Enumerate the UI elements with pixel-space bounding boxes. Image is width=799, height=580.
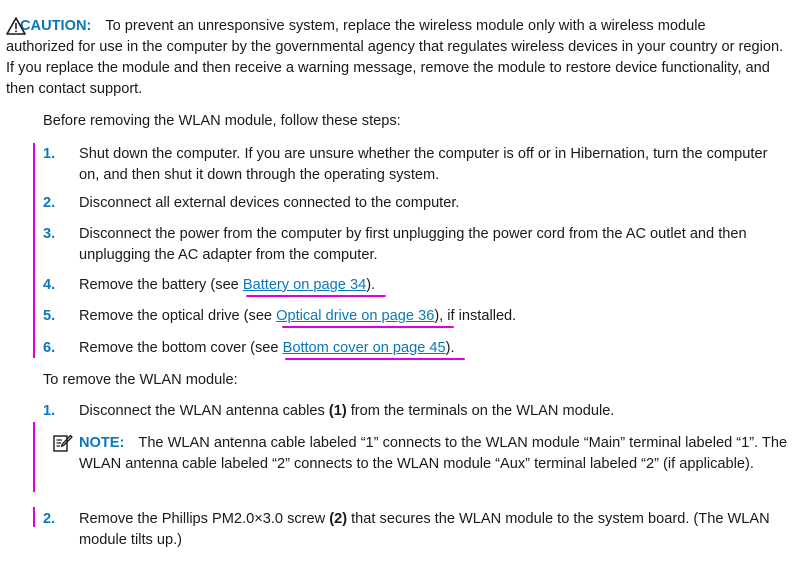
before-step-3: 3. Disconnect the power from the computer by first unplugging the power cord from the AC outlet and then unplugging the AC adapter from the computer. xyxy=(43,226,747,263)
note-block xyxy=(79,433,791,475)
caution-line1: To prevent an unresponsive system, replace the wireless module only with a wireless module xyxy=(105,18,706,34)
markup-underline-bottom-cover xyxy=(285,358,465,360)
markup-underline-optical xyxy=(282,326,454,328)
note-text: The WLAN antenna cable labeled “1” connects to the WLAN module “Main” terminal labeled “1”. The WLAN antenna cable labeled “2” connects to the WLAN module “Aux” terminal labeled “2” (if applicable). xyxy=(79,435,788,472)
remove-step-1: 1. Disconnect the WLAN antenna cables (1) from the terminals on the WLAN module. xyxy=(43,403,615,419)
before-step-5: 5. Remove the optical drive (see Optical drive on page 36), if installed. xyxy=(43,308,517,324)
caution-block xyxy=(6,16,791,100)
warning-triangle-icon xyxy=(6,17,26,35)
remove-steps-intro: To remove the WLAN module: xyxy=(43,372,238,388)
change-bar-step-2 xyxy=(33,507,35,527)
before-step-2: 2. Disconnect all external devices connected to the computer. xyxy=(43,195,460,211)
caution-label: CAUTION: xyxy=(20,18,92,34)
before-step-4: 4. Remove the battery (see Battery on page 34). xyxy=(43,277,376,293)
change-bar-steps xyxy=(33,143,35,358)
before-steps-intro: Before removing the WLAN module, follow these steps: xyxy=(43,113,401,129)
optical-drive-link[interactable]: Optical drive on page 36 xyxy=(276,308,435,324)
battery-link[interactable]: Battery on page 34 xyxy=(242,277,367,293)
caution-text: authorized for use in the computer by the governmental agency that regulates wireless devices in your country or region. If you replace the module and then receive a warning message, remove the module to restore device functionality, and then contact support. xyxy=(6,39,784,97)
before-step-6: 6. Remove the bottom cover (see Bottom cover on page 45). xyxy=(43,340,455,356)
note-label: NOTE: xyxy=(79,435,125,451)
change-bar-note xyxy=(33,422,35,492)
before-step-1: 1. Shut down the computer. If you are unsure whether the computer is off or in Hibernation, turn the computer on, and then shut it down through the operating system. xyxy=(43,146,768,183)
remove-step-2: 2. Remove the Phillips PM2.0×3.0 screw (2) that secures the WLAN module to the system board. (The WLAN module tilts up.) xyxy=(43,511,770,548)
note-pencil-icon xyxy=(53,434,73,452)
markup-underline-battery xyxy=(246,295,386,297)
bottom-cover-link[interactable]: Bottom cover on page 45 xyxy=(282,340,446,356)
